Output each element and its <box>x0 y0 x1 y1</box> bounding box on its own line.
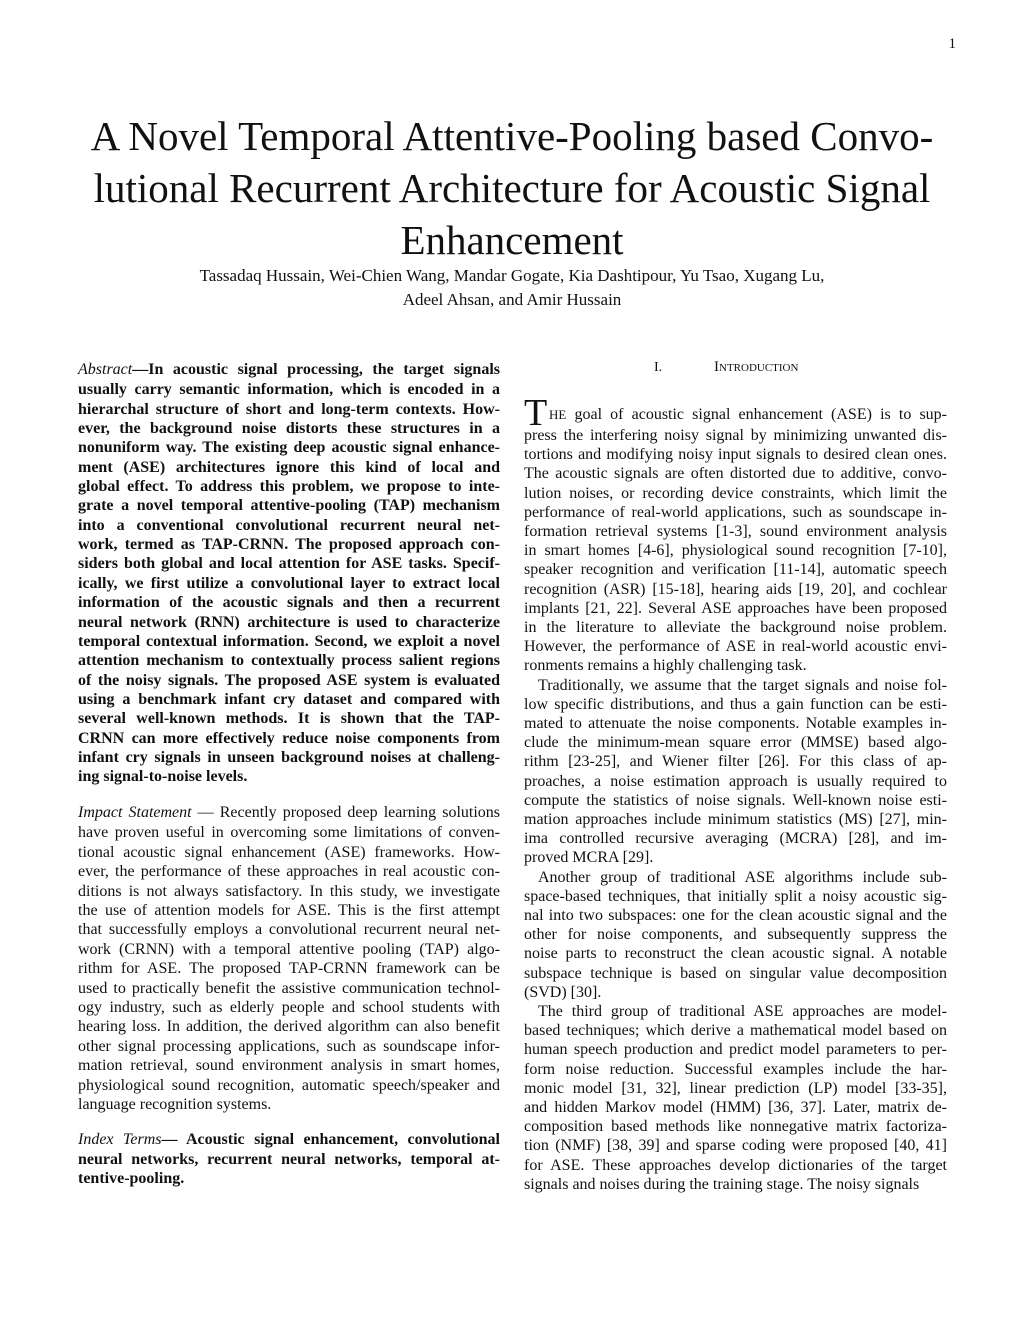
intro-line: based techniques; which derive a mathematical model based on <box>524 1022 947 1040</box>
impact-text: — Recently proposed deep learning solutions <box>191 804 501 821</box>
impact-line: have proven useful in overcoming some limitations of conven- <box>78 824 500 842</box>
intro-line: Another group of traditional ASE algorithms include sub- <box>538 868 947 886</box>
abstract-line: hierarchal structure of short and long-term contexts. How- <box>78 400 500 418</box>
intro-line: implants [21, 22]. Several ASE approaches have been proposed <box>524 599 947 617</box>
abstract-line: using a benchmark infant cry dataset and compared with <box>78 690 500 708</box>
intro-line: mation approaches include minimum statistics (MS) [27], min- <box>524 811 947 828</box>
intro-line: composition based methods like nonnegative matrix factoriza- <box>524 1118 947 1136</box>
intro-line: space-based techniques, that initially split a noisy acoustic sig- <box>524 887 947 905</box>
impact-line: work (CRNN) with a temporal attentive pooling (TAP) algo- <box>78 940 500 958</box>
abstract-line: ever, the background noise distorts these structures in a <box>78 420 500 437</box>
abstract-line: neural network (RNN) architecture is used to characterize <box>78 613 500 631</box>
intro-line: nal into two subspaces: one for the clean acoustic signal and the <box>524 907 947 924</box>
abstract-line: ically, we first utilize a convolutional layer to extract local <box>78 574 500 592</box>
impact-label: Impact Statement <box>78 804 192 821</box>
abstract-line: global effect. To address this problem, we propose to inte- <box>78 478 500 496</box>
intro-line: tion (NMF) [38, 39] and sparse coding were proposed [40, 41] <box>524 1137 947 1155</box>
abstract-line: siders both global and local attention for ASE tasks. Specif- <box>78 555 500 573</box>
intro-line: other for noise components, and subsequently suppress the <box>524 926 947 944</box>
abstract-line: of the noisy signals. The proposed ASE system is evaluated <box>78 671 500 689</box>
intro-line: in smart homes [4-6], physiological sound recognition [7-10], <box>524 542 947 560</box>
intro-line: low specific distributions, and thus a gain function can be esti- <box>524 695 947 713</box>
intro-line: noise parts to reconstruct the clean acoustic signal. A notable <box>524 945 947 963</box>
abstract-label: Abstract <box>78 361 133 378</box>
intro-line: (SVD) [30]. <box>524 983 602 1001</box>
intro-line: subspace technique is based on singular value decomposition <box>524 964 947 982</box>
intro-line: press the interfering noisy signal by minimizing unwanted dis- <box>524 427 947 444</box>
impact-line: other signal processing applications, such as soundscape infor- <box>78 1037 500 1055</box>
intro-line: Traditionally, we assume that the target signals and noise fol- <box>538 676 947 694</box>
intro-line: and hidden Markov model (HMM) [36, 37]. Later, matrix de- <box>524 1099 947 1116</box>
impact-line: mation retrieval, sound environment analysis in smart homes, <box>78 1057 500 1075</box>
intro-line: The third group of traditional ASE approaches are model- <box>538 1003 947 1020</box>
impact-line: ever, the performance of these approaches in real acoustic con- <box>78 863 500 881</box>
section-title: Introduction <box>714 359 799 375</box>
first-word-rest: HE <box>549 407 567 422</box>
impact-line: the use of attention models for ASE. This is the first attempt <box>78 901 500 919</box>
intro-line: recognition (ASR) [15-18], hearing aids [19, 20], and cochlear <box>524 580 947 598</box>
index-terms-text: — Acoustic signal enhancement, convolutional <box>161 1131 501 1148</box>
intro-line: compute the statistics of noise signals. Well-known noise esti- <box>524 791 947 809</box>
impact-line: language recognition systems. <box>78 1095 272 1113</box>
abstract-line: attention mechanism to contextually process salient regions <box>78 652 500 670</box>
intro-text: goal of acoustic signal enhancement (ASE) is to sup- <box>566 406 947 423</box>
impact-line: rithm for ASE. The proposed TAP-CRNN framework can be <box>78 960 500 978</box>
intro-line: monic model [31, 32], linear prediction (LP) model [33-35], <box>524 1079 947 1097</box>
abstract-line: information of the acoustic signals and then a recurrent <box>78 594 500 612</box>
abstract-line: into a conventional convolutional recurrent neural net- <box>78 516 500 534</box>
paper-title <box>60 110 964 266</box>
intro-line: signals and noises during the training stage. The noisy signals <box>524 1175 920 1193</box>
abstract-line: infant cry signals in unseen background noises at challeng- <box>78 748 500 766</box>
intro-line: human speech production and predict model parameters to per- <box>524 1041 947 1059</box>
intro-line: ronments remains a highly challenging task. <box>524 657 807 675</box>
intro-line: speaker recognition and verification [11-14], automatic speech <box>524 561 947 579</box>
section-number: I. <box>654 360 663 375</box>
intro-line: formation retrieval systems [1-3], sound environment analysis <box>524 523 947 540</box>
index-terms-line: neural networks, recurrent neural networks, temporal at- <box>78 1150 500 1168</box>
intro-line: proaches, a noise estimation approach is usually required to <box>524 772 947 790</box>
title-line: Enhancement <box>400 217 624 263</box>
intro-line: rithm [23-25], and Wiener filter [26]. For this class of ap- <box>524 753 947 771</box>
impact-line: that successfully employs a convolutional recurrent neural net- <box>78 921 500 939</box>
intro-line: performance of real-world applications, such as soundscape in- <box>524 503 947 521</box>
intro-line: tortions and modifying noisy input signals to desired clean ones. <box>524 446 947 464</box>
impact-line: ogy industry, such as elderly people and school students with <box>78 998 500 1016</box>
abstract-line: ment (ASE) architectures ignore this kind of local and <box>78 458 500 476</box>
author-list <box>100 264 924 312</box>
impact-line: ditions is not always satisfactory. In this study, we investigate <box>78 882 500 900</box>
abstract-line: work, termed as TAP-CRNN. The proposed approach con- <box>78 536 500 554</box>
impact-line <box>78 803 500 822</box>
intro-line: lution noises, or recording device constraints, which limit the <box>524 484 947 502</box>
intro-line: ima controlled recursive averaging (MCRA) [28], and im- <box>524 830 947 848</box>
abstract-line: nonuniform way. The existing deep acoustic signal enhance- <box>78 439 500 457</box>
intro-line: proved MCRA [29]. <box>524 849 654 867</box>
intro-line: for ASE. These approaches develop dictionaries of the target <box>524 1156 947 1174</box>
title-line: A Novel Temporal Attentive-Pooling based Convo- <box>90 113 934 159</box>
abstract-text: —In acoustic signal processing, the target signals <box>132 361 500 378</box>
intro-line: clude the minimum-mean square error (MMSE) based algo- <box>524 734 947 752</box>
intro-line <box>549 405 947 424</box>
drop-cap: T <box>524 392 548 434</box>
abstract-line <box>78 360 500 379</box>
index-terms-label: Index Terms <box>78 1131 162 1148</box>
impact-line: tional acoustic signal enhancement (ASE) frameworks. How- <box>78 843 500 861</box>
index-terms-line <box>78 1130 500 1149</box>
author-line: Tassadaq Hussain, Wei-Chien Wang, Mandar Gogate, Kia Dashtipour, Yu Tsao, Xugang Lu, <box>199 266 825 285</box>
title-line: lutional Recurrent Architecture for Acoustic Signal <box>93 165 931 211</box>
abstract-line: CRNN can more effectively reduce noise components from <box>78 729 500 747</box>
impact-line: used to practically benefit the assistive communication technol- <box>78 979 500 997</box>
index-terms-line: tentive-pooling. <box>78 1170 185 1187</box>
abstract-line: grate a novel temporal attentive-pooling (TAP) mechanism <box>78 497 500 515</box>
intro-line: mated to attenuate the noise components. Notable examples in- <box>524 715 947 732</box>
abstract-line: ing signal-to-noise levels. <box>78 768 248 786</box>
page-number: 1 <box>948 36 956 52</box>
intro-line: However, the performance of ASE in real-world acoustic envi- <box>524 638 947 656</box>
intro-line: in the literature to alleviate the background noise problem. <box>524 619 947 636</box>
impact-line: hearing loss. In addition, the derived algorithm can also benefit <box>78 1018 500 1036</box>
abstract-line: temporal contextual information. Second, we exploit a novel <box>78 632 500 650</box>
impact-line: physiological sound recognition, automatic speech/speaker and <box>78 1076 500 1094</box>
intro-line: form noise reduction. Successful examples include the har- <box>524 1060 947 1078</box>
intro-line: The acoustic signals are often distorted due to additive, convo- <box>524 465 947 483</box>
author-line: Adeel Ahsan, and Amir Hussain <box>402 290 622 309</box>
abstract-line: usually carry semantic information, which is encoded in a <box>78 381 500 399</box>
abstract-line: several well-known methods. It is shown that the TAP- <box>78 710 500 728</box>
